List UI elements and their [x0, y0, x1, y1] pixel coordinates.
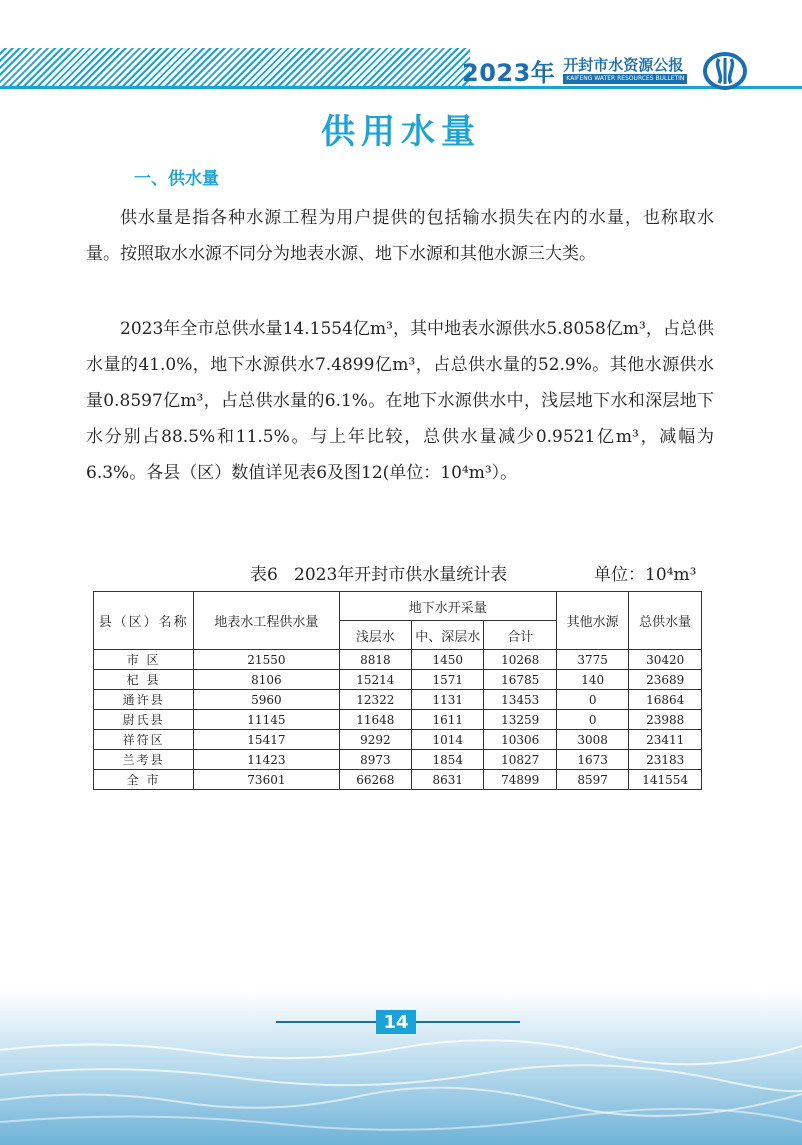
cell-subtotal: 10268	[484, 650, 557, 670]
header-stripe-decoration	[0, 48, 470, 86]
cell-surface: 73601	[194, 770, 339, 790]
cell-subtotal: 13259	[484, 710, 557, 730]
cell-total: 23988	[629, 710, 702, 730]
cell-shallow: 15214	[339, 670, 412, 690]
cell-other: 3775	[556, 650, 628, 670]
cell-county: 祥符区	[94, 730, 194, 750]
cell-other: 8597	[556, 770, 628, 790]
brand-title-en: KAIFENG WATER RESOURCES BULLETIN	[563, 74, 687, 84]
cell-surface: 8106	[194, 670, 339, 690]
header-surface: 地表水工程供水量	[194, 592, 339, 650]
cell-deep: 1131	[412, 690, 484, 710]
cell-deep: 1450	[412, 650, 484, 670]
page-number-box	[376, 1010, 416, 1034]
table-row	[94, 710, 702, 730]
table-caption: 表6 2023年开封市供水量统计表	[250, 565, 508, 585]
cell-county: 尉氏县	[94, 710, 194, 730]
brand-year: 2023年	[462, 58, 556, 87]
cell-shallow: 8973	[339, 750, 412, 770]
cell-total: 30420	[629, 650, 702, 670]
cell-county: 市 区	[94, 650, 194, 670]
cell-subtotal: 74899	[484, 770, 557, 790]
header-total: 总供水量	[629, 592, 702, 650]
brand-text	[563, 56, 687, 84]
cell-county: 全 市	[94, 770, 194, 790]
cell-total: 141554	[629, 770, 702, 790]
header-deep: 中、深层水	[412, 621, 484, 650]
cell-deep: 1571	[412, 670, 484, 690]
header-subtotal: 合计	[484, 621, 557, 650]
cell-subtotal: 13453	[484, 690, 557, 710]
cell-subtotal: 10827	[484, 750, 557, 770]
cell-county: 杞 县	[94, 670, 194, 690]
cell-surface: 5960	[194, 690, 339, 710]
bulletin-brand	[462, 50, 687, 90]
table-unit: 单位：10⁴m³	[594, 565, 697, 585]
cell-other: 140	[556, 670, 628, 690]
cell-surface: 15417	[194, 730, 339, 750]
table-row	[94, 650, 702, 670]
cell-shallow: 9292	[339, 730, 412, 750]
water-wave-logo-icon	[702, 50, 748, 92]
cell-deep: 8631	[412, 770, 484, 790]
cell-total: 23689	[629, 670, 702, 690]
cell-surface: 11145	[194, 710, 339, 730]
cell-surface: 21550	[194, 650, 339, 670]
cell-subtotal: 10306	[484, 730, 557, 750]
header-county: 县（区）名称	[94, 592, 194, 650]
cell-shallow: 8818	[339, 650, 412, 670]
table-row	[94, 690, 702, 710]
paragraph-definition: 供水量是指各种水源工程为用户提供的包括输水损失在内的水量，也称取水量。按照取水水源不同分为地表水源、地下水源和其他水源三大类。	[86, 208, 714, 264]
paragraph-statistics: 2023年全市总供水量14.1554亿m³，其中地表水源供水5.8058亿m³，占总供水量的41.0%，地下水源供水7.4899亿m³，占总供水量的52.9%。其他水源供水量0.8597亿m³，占总供水量的6.1%。在地下水源供水中，浅层地下水和深层地下水分别占88.5%和11.5%。与上年比较，总供水量减少0.9521亿m³，减幅为6.3%。各县（区）数值详见表6及图12(单位：10⁴m³）。	[86, 319, 714, 483]
page-number-rule-left	[276, 1021, 376, 1023]
table-row	[94, 750, 702, 770]
header-other: 其他水源	[556, 592, 628, 650]
cell-deep: 1611	[412, 710, 484, 730]
cell-shallow: 12322	[339, 690, 412, 710]
header-shallow: 浅层水	[339, 621, 412, 650]
cell-deep: 1014	[412, 730, 484, 750]
cell-total: 23411	[629, 730, 702, 750]
cell-other: 0	[556, 690, 628, 710]
cell-other: 0	[556, 710, 628, 730]
cell-deep: 1854	[412, 750, 484, 770]
page-number-rule-right	[416, 1021, 520, 1023]
cell-other: 1673	[556, 750, 628, 770]
brand-title-cn: 开封市水资源公报	[563, 56, 684, 74]
water-supply-table	[93, 591, 702, 790]
page-number: 14	[383, 1011, 409, 1033]
cell-total: 16864	[629, 690, 702, 710]
cell-county: 通许县	[94, 690, 194, 710]
cell-shallow: 66268	[339, 770, 412, 790]
cell-total: 23183	[629, 750, 702, 770]
page-title: 供用水量	[321, 112, 481, 152]
table-row	[94, 730, 702, 750]
section-heading: 一、供水量	[134, 169, 219, 189]
cell-other: 3008	[556, 730, 628, 750]
header-groundwater: 地下水开采量	[339, 592, 556, 621]
table-row-total	[94, 770, 702, 790]
cell-subtotal: 16785	[484, 670, 557, 690]
cell-shallow: 11648	[339, 710, 412, 730]
table-row	[94, 670, 702, 690]
cell-county: 兰考县	[94, 750, 194, 770]
cell-surface: 11423	[194, 750, 339, 770]
